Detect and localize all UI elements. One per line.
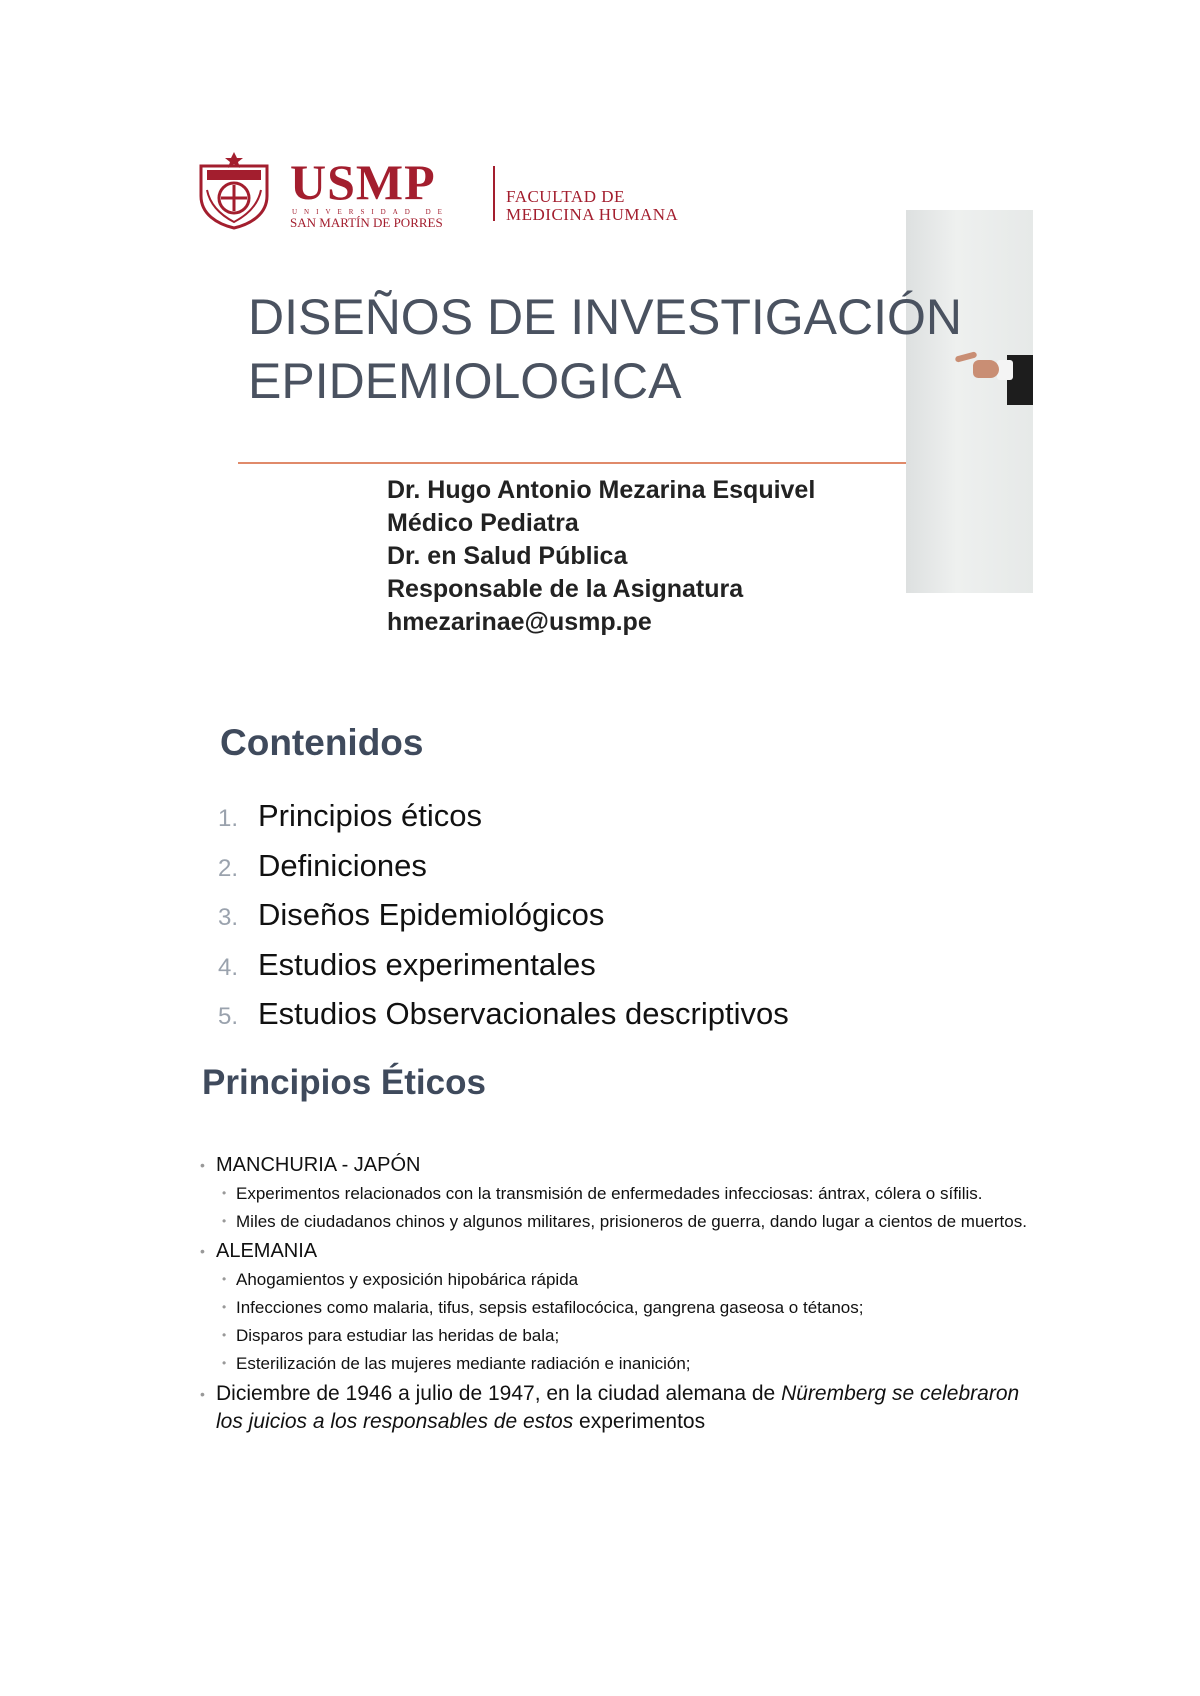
title-rule [238,462,906,464]
contents-item [218,996,789,1046]
final-text-2: Nüremberg se celebraron los juicios a los responsables de estos [216,1382,1020,1433]
final-text-3: experimentos [573,1410,706,1433]
brand-subtitle-2: SAN MARTÍN DE PORRES [290,215,443,230]
faculty-name [506,188,678,224]
contents-item [218,947,789,997]
ethics-list [200,1152,1030,1440]
ethics-section-heading: • ALEMANIA [200,1238,1030,1264]
ethics-section-heading: • MANCHURIA - JAPÓN [200,1152,1030,1178]
university-seal-logo [195,150,273,230]
contents-item-number: 5. [218,1003,239,1030]
header-divider [493,166,495,221]
faculty-line-1: FACULTAD DE [506,187,625,206]
author-role-3: Responsable de la Asignatura [387,575,744,603]
contents-item-text: Estudios experimentales [258,946,596,982]
contents-item-text: Diseños Epidemiológicos [258,897,605,932]
contents-item-text: Definiciones [258,847,427,883]
page-title [248,285,1008,413]
contents-item-number: 4. [218,953,239,981]
ethics-point: • Esterilización de las mujeres mediante radiación e inanición; [200,1352,1030,1375]
contents-item [218,848,789,898]
contents-item [218,897,789,947]
author-role-1: Médico Pediatra [387,509,579,537]
contents-item-number: 2. [218,854,239,882]
contents-item-number: 3. [218,904,239,931]
ethics-point: • Infecciones como malaria, tifus, sepsis estafilocócica, gangrena gaseosa o tétanos; [200,1296,1030,1319]
contents-item-number: 1. [218,805,239,832]
ethics-point: • Ahogamientos y exposición hipobárica rápida [200,1268,1030,1291]
author-role-2: Dr. en Salud Pública [387,542,628,570]
author-name: Dr. Hugo Antonio Mezarina Esquivel [387,476,816,504]
faculty-line-2: MEDICINA HUMANA [506,205,679,224]
contents-item [218,798,789,848]
brand-name: USMP [290,154,436,210]
author-block [387,474,815,639]
ethics-point: • Experimentos relacionados con la transmisión de enfermedades infecciosas: ántrax, cólera o sífilis. [200,1182,1030,1205]
final-text-1: Diciembre de 1946 a julio de 1947, en la ciudad alemana de [216,1382,782,1405]
brand-subtitle-1: UNIVERSIDAD DE [292,208,449,216]
contents-heading: Contenidos [220,722,424,763]
ethics-heading: Principios Éticos [202,1063,486,1102]
contents-item-text: Principios éticos [258,798,482,833]
title-line-2: EPIDEMIOLOGICA [248,353,682,409]
title-line-1: DISEÑOS DE INVESTIGACIÓN [248,289,963,345]
ethics-final-point [200,1380,1030,1436]
ethics-point: • Disparos para estudiar las heridas de bala; [200,1324,1030,1347]
contents-item-text: Estudios Observacionales descriptivos [258,996,789,1031]
contents-list [218,798,789,1046]
author-email: hmezarinae@usmp.pe [387,608,652,636]
ethics-point: • Miles de ciudadanos chinos y algunos militares, prisioneros de guerra, dando lugar a cientos de muertos. [200,1210,1030,1233]
university-brand [290,154,449,231]
